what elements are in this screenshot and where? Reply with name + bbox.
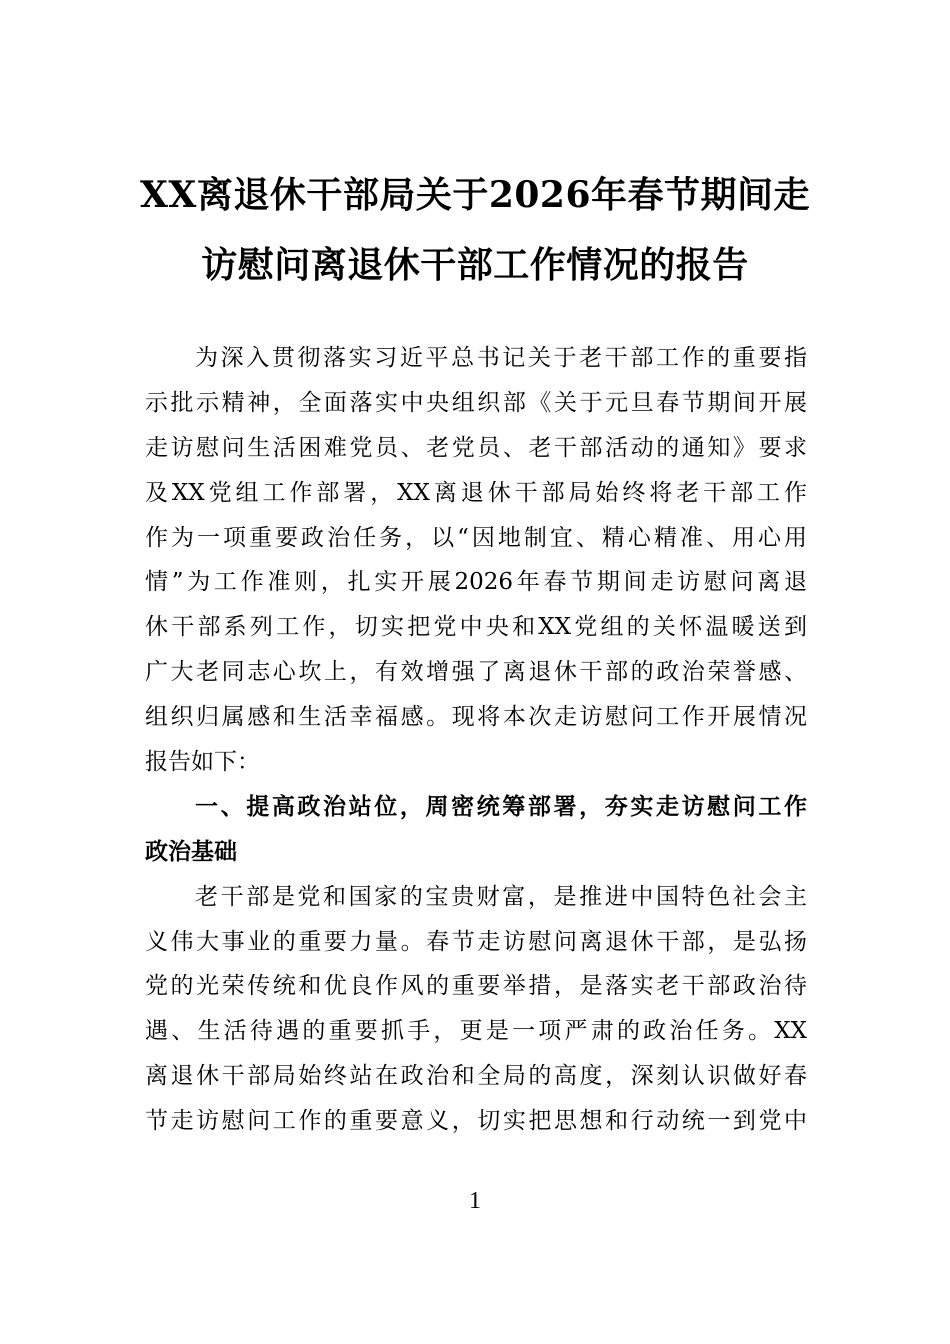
paragraph (145, 875, 807, 1144)
text-line: 休干部系列工作，切实把党中央和XX党组的关怀温暖送到 (145, 614, 807, 641)
paragraph (145, 336, 807, 785)
text-line: 情”为工作准则，扎实开展2026年春节期间走访慰问离退 (145, 569, 807, 596)
page-number: 1 (469, 1188, 481, 1214)
text-line: 广大老同志心坎上，有效增强了离退休干部的政治荣誉感、 (145, 659, 807, 686)
document-title (0, 160, 950, 300)
text-line: 离退休干部局始终站在政治和全局的高度，深刻认识做好春 (145, 1063, 807, 1090)
title-line: 访慰问离退休干部工作情况的报告 (201, 244, 749, 286)
title-line: XX离退休干部局关于2026年春节期间走 (139, 174, 811, 216)
text-line: 作为一项重要政治任务，以“因地制宜、精心精准、用心用 (145, 524, 807, 551)
text-line: 及XX党组工作部署，XX离退休干部局始终将老干部工作 (145, 479, 807, 506)
text-line: 一、提高政治站位，周密统筹部署，夯实走访慰问工作 (195, 793, 807, 820)
text-line: 老干部是党和国家的宝贵财富，是推进中国特色社会主 (195, 883, 807, 910)
text-line: 遇、生活待遇的重要抓手，更是一项严肃的政治任务。XX (145, 1018, 807, 1045)
text-line: 党的光荣传统和优良作风的重要举措，是落实老干部政治待 (145, 973, 807, 1000)
text-line: 走访慰问生活困难党员、老党员、老干部活动的通知》要求 (145, 434, 807, 461)
document-body (145, 336, 807, 1144)
text-line: 示批示精神，全面落实中央组织部《关于元旦春节期间开展 (145, 389, 807, 416)
section-heading (145, 785, 807, 875)
text-line: 为深入贯彻落实习近平总书记关于老干部工作的重要指 (195, 345, 807, 371)
text-line: 组织归属感和生活幸福感。现将本次走访慰问工作开展情况 (145, 704, 807, 731)
text-line: 报告如下： (145, 749, 260, 776)
text-line: 义伟大事业的重要力量。春节走访慰问离退休干部，是弘扬 (145, 928, 807, 955)
text-line: 政治基础 (145, 838, 237, 865)
text-line: 节走访慰问工作的重要意义，切实把思想和行动统一到党中 (145, 1108, 807, 1135)
